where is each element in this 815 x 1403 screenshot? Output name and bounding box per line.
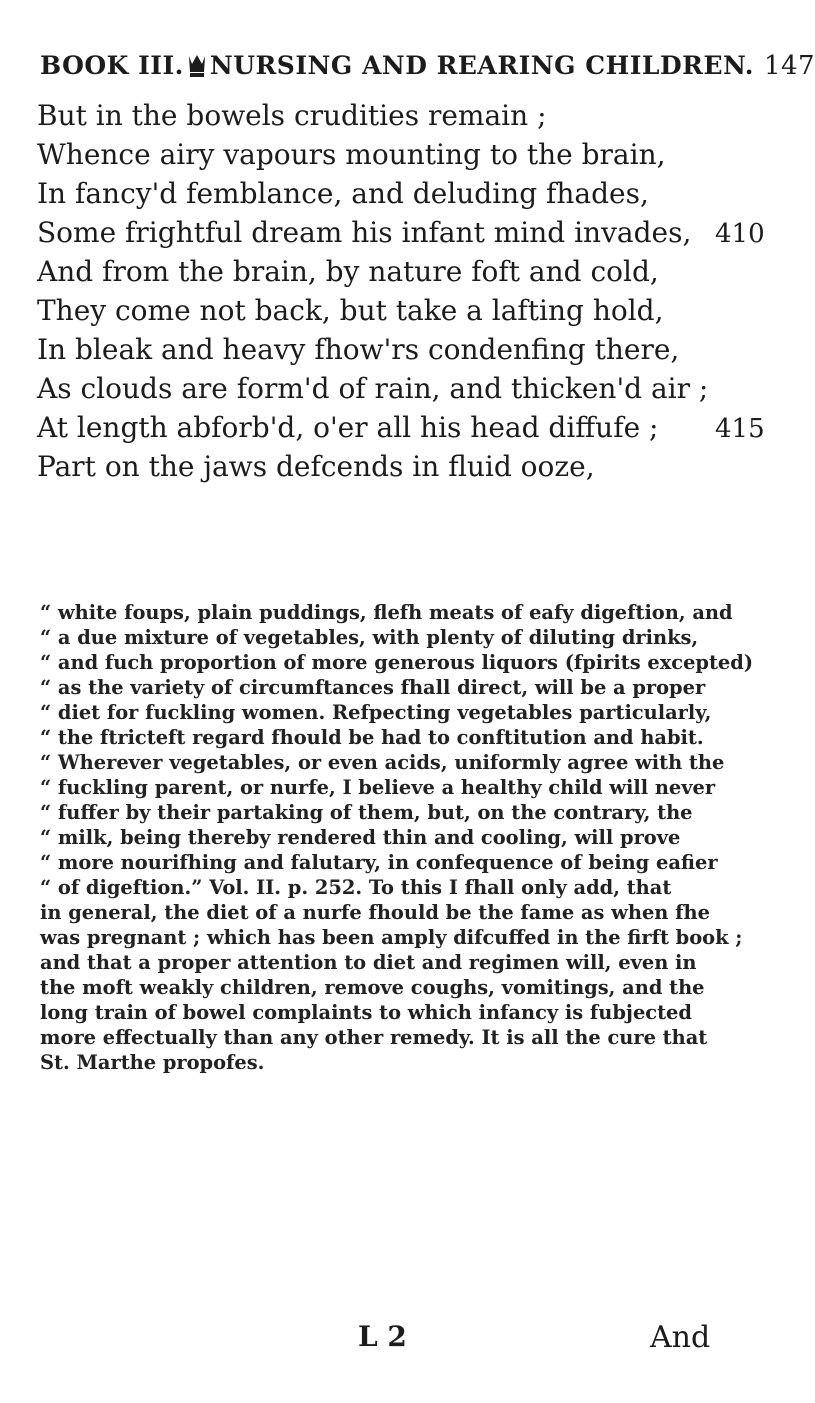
page-number: 147 xyxy=(763,51,815,81)
verse-line xyxy=(37,252,767,291)
verse-text: Some frightful dream his infant mind invades, xyxy=(37,216,692,249)
line-number: 415 xyxy=(715,414,765,444)
line-number: 410 xyxy=(715,219,765,249)
page-footer xyxy=(40,1320,760,1360)
signature-mark: L 2 xyxy=(358,1320,407,1353)
footnote-line: “ fuffer by their partaking of them, but, on the contrary, the xyxy=(40,801,693,824)
poem-verses xyxy=(37,96,767,486)
footnote-line: “ and fuch proportion of more generous liquors (fpirits excepted) xyxy=(40,651,753,674)
verse-line xyxy=(37,291,767,330)
verse-line xyxy=(37,135,767,174)
footnote-line: long train of bowel complaints to which infancy is fubjected xyxy=(40,1001,692,1024)
footnote-line: in general, the diet of a nurfe fhould be the fame as when fhe xyxy=(40,901,710,924)
footnote-line: was pregnant ; which has been amply difcuffed in the firft book ; xyxy=(40,926,743,949)
footnote-line: “ white foups, plain puddings, flefh meats of eafy digeftion, and xyxy=(40,601,733,624)
verse-text: But in the bowels crudities remain ; xyxy=(37,99,547,132)
verse-line xyxy=(37,96,767,135)
book-label: BOOK III. xyxy=(40,51,184,80)
running-header xyxy=(40,50,815,81)
verse-text: In bleak and heavy fhow'rs condenfing there, xyxy=(37,333,680,366)
footnote-line: and that a proper attention to diet and regimen will, even in xyxy=(40,951,697,974)
verse-line xyxy=(37,213,767,252)
verse-line xyxy=(37,369,767,408)
verse-text: And from the brain, by nature foft and cold, xyxy=(37,255,659,288)
verse-line xyxy=(37,330,767,369)
verse-text: At length abforb'd, o'er all his head diffufe ; xyxy=(37,411,659,444)
crown-ornament-icon xyxy=(186,50,208,80)
footnote-line: “ diet for fuckling women. Refpecting vegetables particularly, xyxy=(40,701,712,724)
footnote-line: “ the ftricteft regard fhould be had to conftitution and habit. xyxy=(40,726,704,749)
footnote-line: “ a due mixture of vegetables, with plenty of diluting drinks, xyxy=(40,626,699,649)
verse-line xyxy=(37,408,767,447)
footnote-line: “ fuckling parent, or nurfe, I believe a healthy child will never xyxy=(40,776,716,799)
verse-text: Part on the jaws defcends in fluid ooze, xyxy=(37,450,595,483)
footnote-line: “ more nourifhing and falutary, in confequence of being eafier xyxy=(40,851,718,874)
verse-line xyxy=(37,174,767,213)
catchword: And xyxy=(650,1320,711,1355)
footnote-line: “ as the variety of circumftances fhall direct, will be a proper xyxy=(40,676,706,699)
footnote-text xyxy=(40,600,775,1075)
verse-text: They come not back, but take a lafting hold, xyxy=(37,294,664,327)
verse-text: As clouds are form'd of rain, and thicken'd air ; xyxy=(37,372,709,405)
footnote-line: “ milk, being thereby rendered thin and cooling, will prove xyxy=(40,826,681,849)
verse-text: In fancy'd femblance, and deluding fhades, xyxy=(37,177,649,210)
verse-text: Whence airy vapours mounting to the brain, xyxy=(37,138,666,171)
footnote-line: the moft weakly children, remove coughs, vomitings, and the xyxy=(40,976,705,999)
header-title: NURSING AND REARING CHILDREN. xyxy=(209,51,754,80)
footnote-line: “ Wherever vegetables, or even acids, uniformly agree with the xyxy=(40,751,725,774)
footnote-line: St. Marthe propofes. xyxy=(40,1051,265,1074)
footnote-line: “ of digeftion.” Vol. II. p. 252. To this I fhall only add, that xyxy=(40,876,672,899)
verse-line xyxy=(37,447,767,486)
footnote-line: more effectually than any other remedy. It is all the cure that xyxy=(40,1026,708,1049)
